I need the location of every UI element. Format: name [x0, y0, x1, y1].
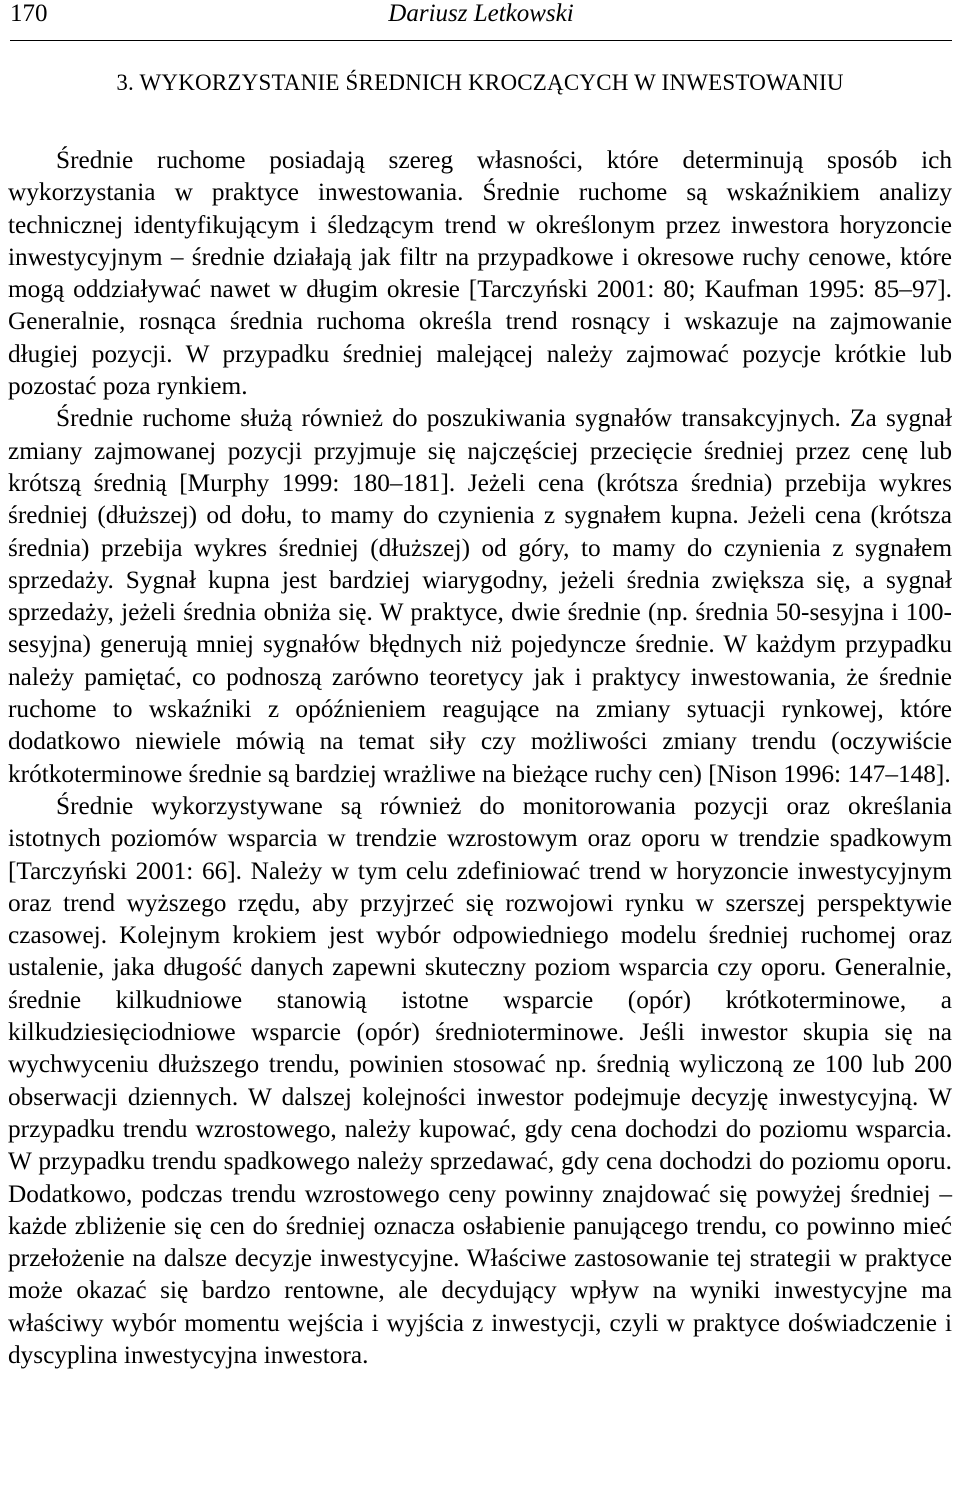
running-header	[10, 0, 952, 41]
section-title: 3. WYKORZYSTANIE ŚREDNICH KROCZĄCYCH W INWESTOWANIU	[116, 70, 844, 95]
page-number: 170	[10, 0, 48, 27]
paragraph: Średnie ruchome służą również do poszukiwania sygnałów transakcyjnych. Za sygnał zmiany zajmowanej pozycji przyjmuje się najczęściej przecięcie średniej przez cenę lub krótszą średnią [Murphy 1999: 180–181]. Jeżeli cena (krótsza średnia) przebija wykres średniej (dłuższej) od dołu, to mamy do czynienia z sygnałem kupna. Jeżeli cena (krótsza średnia) przebija wykres średniej (dłuższej) od góry, to mamy do czynienia z sygnałem sprzedaży. Sygnał kupna jest bardziej wiarygodny, jeżeli średnia zwiększa się, a sygnał sprzedaży, jeżeli średnia obniża się. W praktyce, dwie średnie (np. średnia 50-sesyjna i 100-sesyjna) generują mniej sygnałów błędnych niż pojedyncze średnie. W każdym przypadku należy pamiętać, co podnoszą zarówno teoretycy jak i praktycy inwestowania, że średnie ruchome to wskaźniki z opóźnieniem reagujące na zmiany sytuacji rynkowej, które dodatkowo niewiele mówią na temat siły czy możliwości zmiany trendu (oczywiście krótkoterminowe średnie są bardziej wrażliwe na bieżące ruchy cen) [Nison 1996: 147–148].	[8, 404, 952, 788]
paragraph: Średnie wykorzystywane są również do monitorowania pozycji oraz określania istotnych poziomów wsparcia w trendzie wzrostowym oraz oporu w trendzie spadkowym [Tarczyński 2001: 66]. Należy w tym celu zdefiniować trend w horyzoncie inwestycyjnym oraz trend wyższego rzędu, aby przyjrzeć się rozwojowi rynku w szerszej perspektywie czasowej. Kolejnym krokiem jest wybór odpowiedniego modelu średniej ruchomej oraz ustalenie, jaka długość danych zapewni skuteczny poziom wsparcia czy oporu. Generalnie, średnie kilkudniowe stanowią istotne wsparcie (opór) krótkoterminowe, a kilkudziesięciodniowe wsparcie (opór) średnioterminowe. Jeśli inwestor skupia się na wychwyceniu dłuższego trendu, powinien stosować np. średnią wyliczoną ze 100 lub 200 obserwacji dziennych. W dalszej kolejności inwestor podejmuje decyzję inwestycyjną. W przypadku trendu wzrostowego, należy kupować, gdy cena dochodzi do poziomu wsparcia. W przypadku trendu spadkowego należy sprzedawać, gdy cena dochodzi do poziomu oporu. Dodatkowo, podczas trendu wzrostowego ceny powinny znajdować się powyżej średniej – każde zbliżenie się cen do średniej oznacza osłabienie panującego trendu, co powinno mieć przełożenie na dalsze decyzje inwestycyjne. Właściwe zastosowanie tej strategii w praktyce może okazać się bardzo rentowne, ale decydujący wpływ na wyniki inwestycyjne ma właściwy wybór momentu wejścia i wyjścia z inwestycji, czyli w praktyce doświadczenie i dyscyplina inwestycyjna inwestora.	[8, 791, 952, 1369]
running-head-author: Dariusz Letkowski	[388, 0, 574, 27]
paragraph: Średnie ruchome posiadają szereg własności, które determinują sposób ich wykorzystania w praktyce inwestowania. Średnie ruchome są wskaźnikiem analizy technicznej identyfikującym i śledzącym trend w określonym przez inwestora horyzoncie inwestycyjnym – średnie działają jak filtr na przypadkowe i okresowe ruchy cenowe, które mogą oddziaływać nawet w długim okresie [Tarczyński 2001: 80; Kaufman 1995: 85–97]. Generalnie, rosnąca średnia ruchoma określa trend rosnący i wskazuje na zajmowanie długiej pozycji. W przypadku średniej malejącej należy zajmować pozycje krótkie lub pozostać poza rynkiem.	[8, 146, 952, 401]
body-text	[8, 144, 952, 1371]
